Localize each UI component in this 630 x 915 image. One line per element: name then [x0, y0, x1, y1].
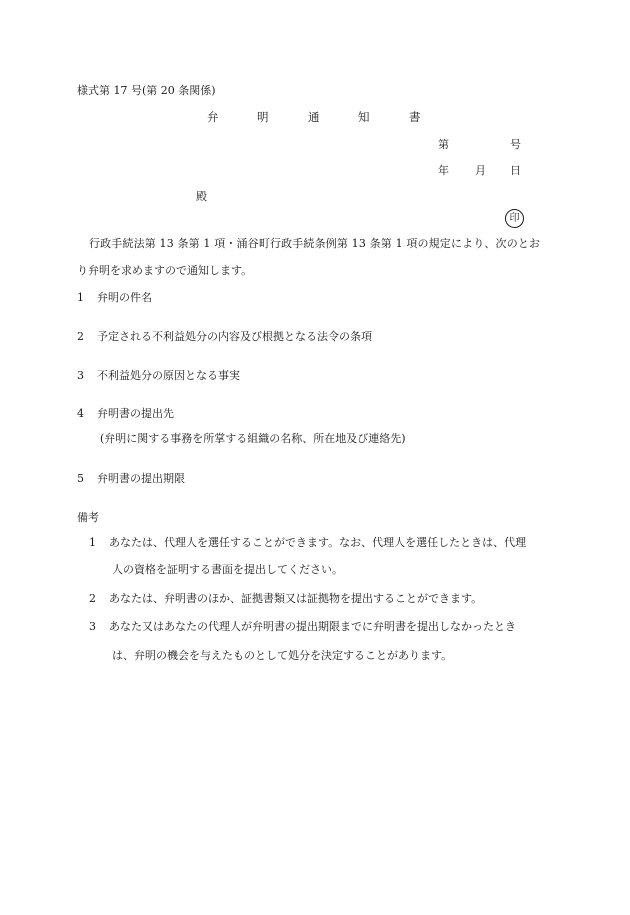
doc-number-prefix: 第 — [438, 138, 449, 151]
remark-1 — [89, 536, 526, 549]
form-number: 様式第 17 号(第 20 条関係) — [77, 84, 216, 97]
title-char: 通 — [308, 110, 320, 124]
item-number: 5 — [77, 472, 84, 485]
remark-number: 1 — [89, 536, 96, 549]
remark-text: あなた又はあなたの代理人が弁明書の提出期限までに弁明書を提出しなかったとき — [109, 620, 516, 633]
item-1 — [77, 291, 152, 304]
title-char: 知 — [358, 110, 370, 124]
remark-number: 3 — [89, 620, 96, 633]
body-text-line: り弁明を求めますので通知します。 — [77, 264, 253, 277]
remark-2 — [89, 592, 482, 605]
item-label: 不利益処分の原因となる事実 — [97, 369, 240, 382]
item-3 — [77, 369, 240, 382]
item-label: 弁明書の提出期限 — [97, 472, 185, 485]
item-4-note: (弁明に関する事務を所掌する組織の名称、所在地及び連絡先) — [100, 432, 406, 445]
remarks-heading: 備考 — [77, 511, 99, 524]
item-number: 4 — [77, 407, 84, 420]
title-char: 書 — [409, 110, 421, 124]
remark-text-cont: は、弁明の機会を与えたものとして処分を決定することがあります。 — [112, 649, 453, 662]
item-5 — [77, 472, 185, 485]
date-day: 日 — [510, 164, 521, 177]
item-4 — [77, 407, 174, 420]
remark-text-cont: 人の資格を証明する書面を提出してください。 — [112, 563, 343, 576]
remark-number: 2 — [89, 592, 96, 605]
item-2 — [77, 330, 372, 343]
doc-number-suffix: 号 — [510, 138, 521, 151]
item-number: 2 — [77, 330, 84, 343]
body-text-line: 行政手続法第 13 条第 1 項・涌谷町行政手続条例第 13 条第 1 項の規定により、次のとお — [89, 237, 541, 250]
item-number: 1 — [77, 291, 84, 304]
remark-text: あなたは、弁明書のほか、証拠書類又は証拠物を提出することができます。 — [109, 592, 483, 605]
item-label: 予定される不利益処分の内容及び根拠となる法令の条項 — [97, 330, 372, 343]
title-char: 明 — [257, 110, 269, 124]
date-month: 月 — [475, 164, 486, 177]
date-year: 年 — [438, 164, 449, 177]
seal-mark: 印 — [505, 209, 524, 228]
title-char: 弁 — [207, 110, 219, 124]
remark-3 — [89, 620, 516, 633]
item-label: 弁明書の提出先 — [97, 407, 174, 420]
item-number: 3 — [77, 369, 84, 382]
remark-text: あなたは、代理人を選任することができます。なお、代理人を選任したときは、代理 — [109, 536, 527, 549]
item-label: 弁明の件名 — [97, 291, 152, 304]
addressee-honorific: 殿 — [196, 190, 207, 203]
